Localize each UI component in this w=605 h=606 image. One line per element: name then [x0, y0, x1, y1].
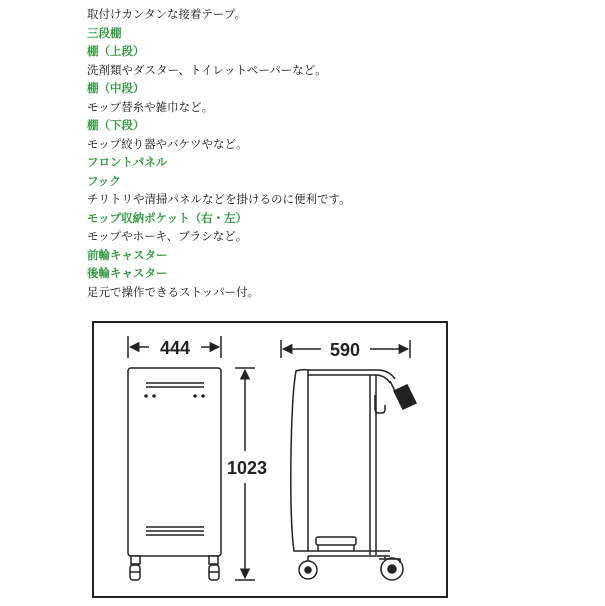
feature-line-2: 棚（上段） — [87, 44, 145, 58]
feature-line-15: 足元で操作できるストッパー付。 — [87, 284, 260, 299]
dimension-diagram — [92, 321, 448, 598]
feature-line-9: フック — [87, 173, 121, 188]
feature-list — [87, 5, 587, 301]
feature-line-14: 後輪キャスター — [87, 266, 168, 280]
feature-line-4: 棚（中段） — [87, 81, 145, 95]
feature-line-7: モップ絞り器やバケツやなど。 — [87, 136, 248, 151]
width-dimension — [128, 336, 221, 358]
feature-line-1: 三段棚 — [87, 25, 122, 40]
height-dimension — [227, 368, 267, 580]
feature-line-8: フロントパネル — [87, 155, 168, 169]
feature-line-12: モップやホーキ、ブラシなど。 — [87, 229, 248, 243]
depth-dimension — [281, 340, 410, 360]
feature-line-11: モップ収納ポケット（右・左） — [87, 210, 248, 225]
feature-line-5: モップ替糸や雑巾など。 — [87, 99, 214, 114]
width-label: 444 — [159, 338, 191, 358]
feature-line-13: 前輪キャスター — [87, 247, 168, 262]
front-view — [128, 368, 221, 580]
feature-line-3: 洗剤類やダスター、トイレットペーパーなど。 — [87, 62, 327, 77]
depth-label: 590 — [329, 340, 361, 360]
side-view — [291, 370, 416, 580]
feature-line-10: チリトリや清掃パネルなどを掛けるのに便利です。 — [87, 192, 351, 206]
height-label: 1023 — [226, 458, 268, 478]
cart-drawing — [94, 323, 446, 596]
feature-line-6: 棚（下段） — [87, 118, 145, 132]
feature-line-0: 取付けカンタンな接着テープ。 — [87, 7, 247, 21]
